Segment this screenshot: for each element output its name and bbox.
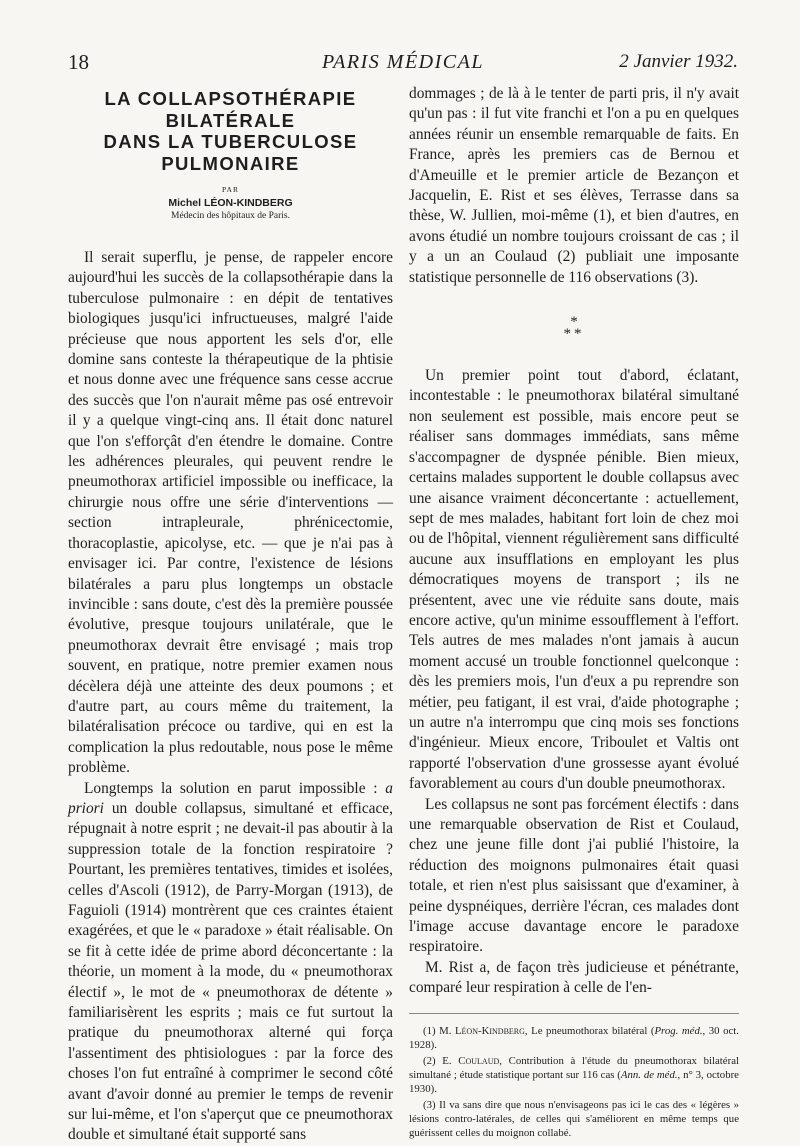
title-line: LA COLLAPSOTHÉRAPIE [104, 88, 357, 109]
author-affiliation: Médecin des hôpitaux de Paris. [171, 211, 290, 221]
page-number: 18 [68, 50, 89, 74]
running-header [68, 50, 738, 80]
footnotes [409, 1013, 739, 1140]
section-separator [409, 314, 739, 343]
issue-date: 2 Janvier 1932. [619, 51, 738, 72]
right-column [409, 84, 739, 1140]
footnote [409, 1024, 739, 1052]
cited-author: Léon-Kindberg [454, 1024, 525, 1037]
paragraph [68, 779, 393, 1146]
byline-par: PAR [222, 185, 239, 194]
right-body [409, 84, 739, 999]
paragraph: dommages ; de là à le tenter de parti pris, il n'y avait qu'un pas : il fut vite franchi et l'on a pu en quelques années réunir un ensemble remarquable de faits. En France, après les premiers cas de Bernou et d'Ameuille et le premier article de Bezançon et Jacquelin, E. Rist et ses élèves, Terrasse dans sa thèse, W. Jullien, moi-même (1), et bien d'autres, en avons étudié un nombre toujours croissant de cas ; il y a un an Coulaud (2) publiait une imposante statistique personnelle de 116 observations (3). [409, 85, 739, 286]
text-run: (2) E. [423, 1054, 459, 1067]
text-run: Longtemps la solution en parut impossible : [84, 779, 386, 797]
article-heading [68, 88, 393, 221]
text-run: , Le pneumothorax bilatéral ( [524, 1024, 655, 1037]
text-run: , n° 3, octobre 1930). [409, 1068, 739, 1095]
text-run: , 30 oct. 1928). [409, 1024, 739, 1051]
paragraph: Un premier point tout d'abord, éclatant, incontestable : le pneumothorax bilatéral simultané non seulement est possible, mais encore peut se réaliser sans dommages immédiats, sans même s'accompagner de dyspnée pénible. Bien mieux, certains malades supportent le double collapsus avec une aisance vraiment déconcertante : actuellement, sept de mes malades, habitant fort loin de chez moi ou de l'hôpital, viennent régulièrement sans difficulté aucune aux insufflations en employant les plus démocratiques moyens de transport ; ils ne présentent, avec une vie réduite sans doute, mais encore active, qu'un minime essoufflement à l'effort. Tels autres de mes malades n'ont jamais à aucun moment accusé un trouble fonctionnel quelconque : dès les premiers mois, l'un d'eux a pu reprendre son métier, peu fatigant, il est vrai, d'aide photographe ; un autre n'a interrompu que cinq mois ses fonctions d'ingénieur. Mieux encore, Triboulet et Valtis ont rapporté l'observation d'une grossesse ayant évolué favorablement au cours d'un double pneumothorax. [409, 367, 739, 793]
text-run: (1) M. [423, 1024, 455, 1037]
title-line: PULMONAIRE [161, 152, 300, 174]
footnote: (3) Il va sans dire que nous n'envisageons pas ici le cas des « légères » lésions contro-latérales, de celles qui s'améliorent en même temps que guérissent celles du moignon collabé. [409, 1098, 739, 1139]
footnote [409, 1054, 739, 1096]
cited-journal: Ann. de méd. [620, 1068, 678, 1081]
paragraph: Il serait superflu, je pense, de rappeler encore aujourd'hui les succès de la collapsothérapie dans la tuberculose pulmonaire : en dépit de tentatives biologiques jusqu'ici infructueuses, malgré l'aide précieuse que nous apportent les sels d'or, elle domine sans conteste la thérapeutique de la phtisie et nous donne avec une fréquence sans cesse accrue des succès que l'on n'aurait même pas osé entrevoir il y a quelque vingt-cinq ans. Il était donc naturel que l'on s'efforçât d'en étendre le domaine. Contre les adhérences pleurales, qui peuvent rendre le pneumothorax artificiel impossible ou inefficace, la chirurgie nous offre une série d'interventions — section intrapleurale, phrénicectomie, thoracoplastie, apicolyse, etc. — que je n'ai pas à envisager ici. Par contre, l'existence de lésions bilatérales a paru plus longtemps un obstacle invincible : sans doute, c'est dès la première poussée évolutive, presque toujours unilatérale, que le pneumothorax devrait être envisagé ; mais trop souvent, en pratique, notre premier examen nous décèlera déjà une atteinte des deux poumons ; et d'autre part, au cours même du traitement, la bilatéralisation précoce ou tardive, qui en est la complication la plus redoutable, nous pose le même problème. [68, 249, 393, 777]
title-line: BILATÉRALE [165, 109, 296, 131]
left-body [68, 248, 393, 1146]
separator-star: * [570, 314, 578, 331]
journal-title: PARIS MÉDICAL [322, 51, 484, 73]
left-column [68, 84, 393, 1146]
italic-run: a priori [68, 779, 393, 817]
cited-author: Coulaud [458, 1054, 500, 1067]
article-title [68, 88, 393, 174]
paragraph: M. Rist a, de façon très judicieuse et pénétrante, comparé leur respiration à celle de l'en- [409, 958, 739, 997]
author-name: Michel LÉON-KINDBERG [168, 197, 293, 209]
text-run: un double collapsus, simultané et efficace, répugnait à notre esprit ; ne devait-il pas aboutir à la suppression totale de la fonction respiratoire ? Pourtant, les premières tentatives, timides et isolées, celles d'Ascoli (1912), de Parry-Morgan (1913), de Faguioli (1914) montrèrent que ces craintes étaient exagérées, et que le « paradoxe » était réalisable. On se fit à cette idée de prime abord déconcertante : la théorie, un moment à la mode, du « pneumothorax électif », le mot de « pneumothorax de détente » familiarisèrent les esprits ; mais ce fut surtout la pratique du pneumothorax alterné qui força l'assentiment des phtisiologues : par la force des choses l'on fut entraîné à comprimer le second côté avant d'avoir donné au premier le temps de revenir sur lui-même, et l'on s'aperçut que ce pneumothorax double et simultané était supporté sans [68, 799, 393, 1144]
text-run: , Contribution à l'étude du pneumothorax bilatéral simultané ; étude statistique portant sur 116 cas ( [409, 1054, 739, 1081]
title-line: DANS LA TUBERCULOSE [103, 131, 358, 152]
separator-stars: ** [563, 326, 585, 343]
cited-journal: Prog. méd. [654, 1024, 703, 1037]
paragraph: Les collapsus ne sont pas forcément électifs : dans une remarquable observation de Rist et Coulaud, chez une jeune fille dont j'ai publié l'histoire, la réduction des moignons pulmonaires était quasi totale, et rien n'est plus saisissant que d'examiner, à peine dyspnéiques, derrière l'écran, ces malades dont l'image accuse davantage encore le paradoxe respiratoire. [409, 795, 739, 956]
